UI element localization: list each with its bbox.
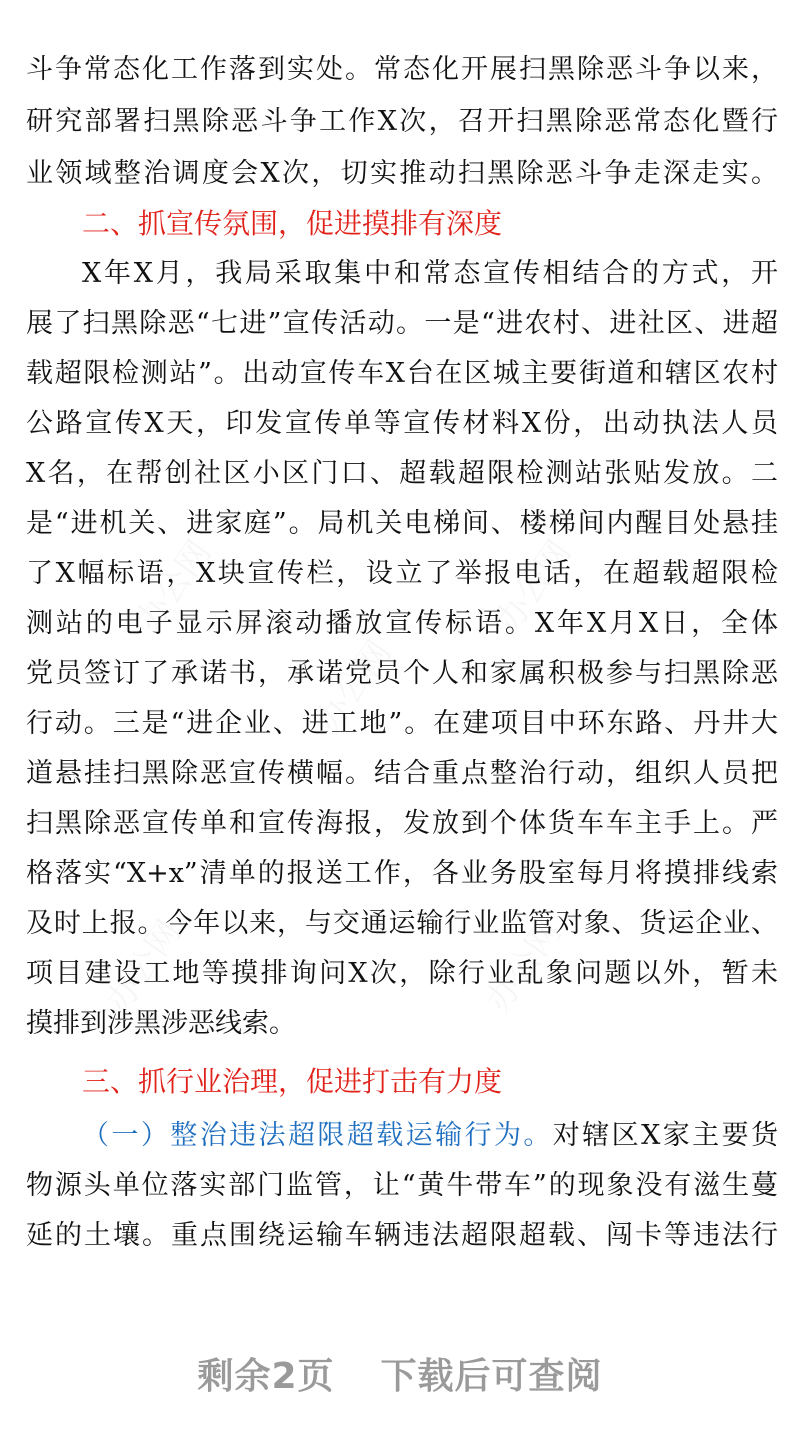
body-line: 物源头单位落实部门监管，让“黄牛带车”的现象没有滋生蔓 [26, 1170, 778, 1201]
body-line: 及时上报。今年以来，与交通运输行业监管对象、货运企业、 [26, 908, 778, 939]
body-line: 测站的电子显示屏滚动播放宣传标语。X年X月X日，全体 [26, 608, 778, 639]
body-line: 载超限检测站”。出动宣传车X台在区城主要街道和辖区农村 [26, 358, 778, 389]
subsection-heading: （一）整治违法超限超载运输行为。 [82, 1120, 553, 1151]
body-line: 展了扫黑除恶“七进”宣传活动。一是“进农村、进社区、进超 [26, 308, 778, 339]
body-line: 了X幅标语，X块宣传栏，设立了举报电话，在超载超限检 [26, 558, 778, 589]
body-line: 格落实“X+x”清单的报送工作，各业务股室每月将摸排线索 [26, 858, 778, 889]
remaining-pages-text: 剩余2页 [197, 1356, 335, 1397]
download-to-view-text: 下载后可查阅 [380, 1356, 603, 1397]
body-line: X年X月，我局采取集中和常态宣传相结合的方式，开 [82, 258, 778, 289]
body-line: X名，在帮创社区小区门口、超载超限检测站张贴发放。二 [26, 458, 778, 489]
body-line: 斗争常态化工作落到实处。常态化开展扫黑除恶斗争以来， [26, 54, 778, 85]
body-line: 扫黑除恶宣传单和宣传海报，发放到个体货车车主手上。严 [26, 808, 778, 839]
body-line: 党员签订了承诺书，承诺党员个人和家属积极参与扫黑除恶 [26, 658, 778, 689]
body-line: 道悬挂扫黑除恶宣传横幅。结合重点整治行动，组织人员把 [26, 758, 778, 789]
body-line: 研究部署扫黑除恶斗争工作X次，召开扫黑除恶常态化暨行 [26, 106, 778, 137]
body-line: 公路宣传X天，印发宣传单等宣传材料X份，出动执法人员 [26, 408, 778, 439]
body-line: 摸排到涉黑涉恶线索。 [26, 1008, 296, 1039]
body-line: 延的土壤。重点围绕运输车辆违法超限超载、闯卡等违法行 [26, 1220, 778, 1251]
body-line: 项目建设工地等摸排询问X次，除行业乱象问题以外，暂未 [26, 958, 778, 989]
section-heading: 二、抓宣传氛围，促进摸排有深度 [82, 207, 503, 240]
download-prompt[interactable] [0, 1348, 800, 1404]
body-line: 行动。三是“进企业、进工地”。在建项目中环东路、丹井大 [26, 708, 778, 739]
section-heading: 三、抓行业治理，促进打击有力度 [82, 1065, 503, 1098]
subsection-line [82, 1112, 778, 1160]
subsection-text: 对辖区X家主要货 [552, 1120, 778, 1151]
body-line: 业领域整治调度会X次，切实推动扫黑除恶斗争走深走实。 [26, 158, 778, 189]
body-line: 是“进机关、进家庭”。局机关电梯间、楼梯间内醒目处悬挂 [26, 508, 778, 539]
